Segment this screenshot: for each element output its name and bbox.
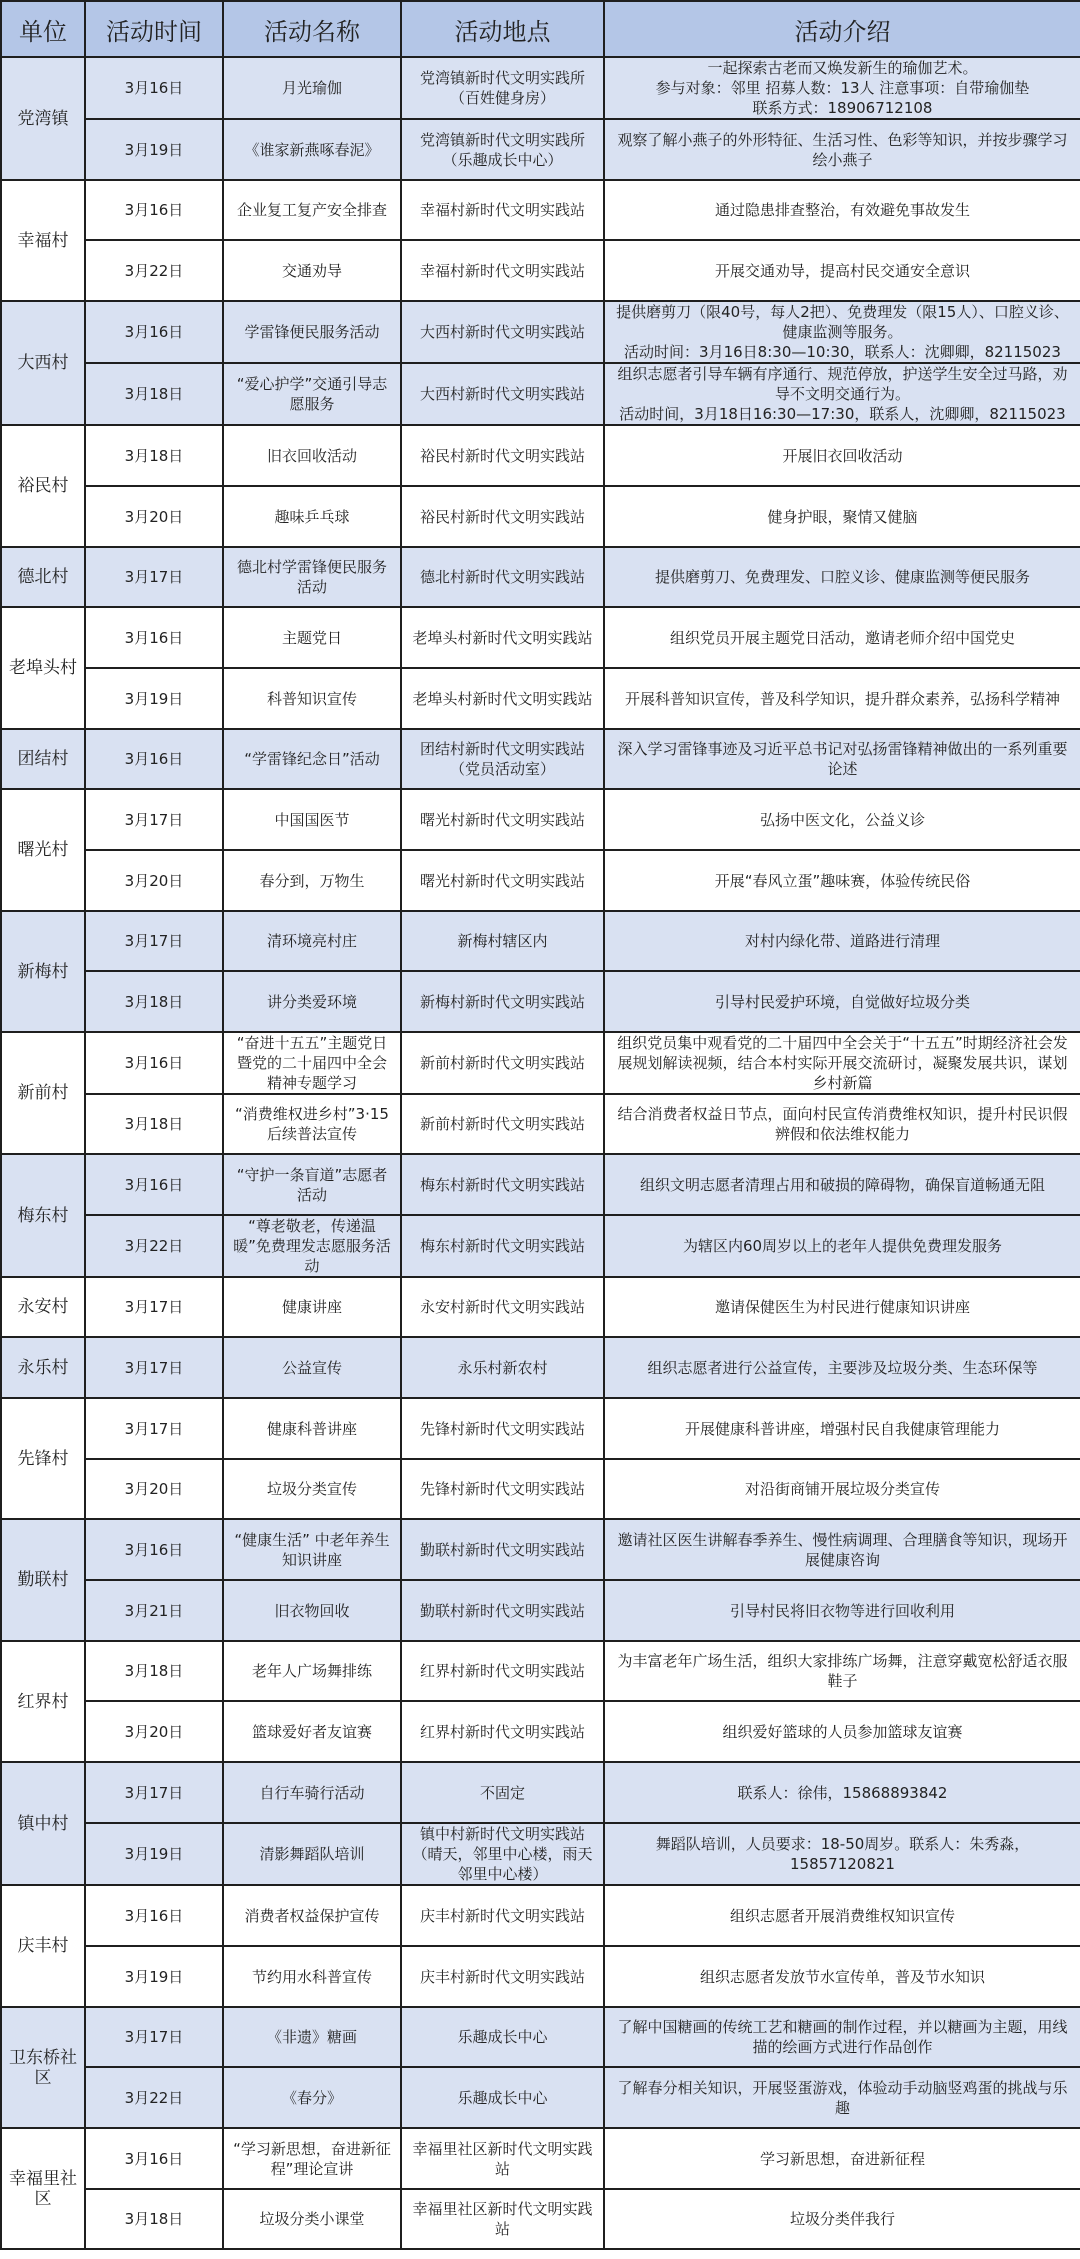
- intro-cell: 对沿街商铺开展垃圾分类宣传: [604, 1459, 1080, 1519]
- place-cell: 幸福村新时代文明实践站: [401, 180, 604, 240]
- place-cell: 乐趣成长中心: [401, 2067, 604, 2128]
- date-cell: 3月18日: [85, 425, 223, 486]
- table-row: [1, 486, 1080, 547]
- unit-cell: 幸福里社区: [1, 2128, 85, 2249]
- name-cell: 节约用水科普宣传: [223, 1946, 401, 2007]
- unit-cell: 团结村: [1, 729, 85, 789]
- unit-cell: 梅东村: [1, 1154, 85, 1277]
- intro-cell: 提供磨剪刀（限40号，每人2把）、免费理发（限15人）、口腔义诊、健康监测等服务。 活动时间：3月16日8:30—10:30，联系人：沈卿卿，82115023: [604, 301, 1080, 363]
- name-cell: 清影舞蹈队培训: [223, 1823, 401, 1885]
- table-row: [1, 1277, 1080, 1337]
- place-cell: 党湾镇新时代文明实践所（乐趣成长中心）: [401, 119, 604, 180]
- intro-cell: 组织志愿者发放节水宣传单，普及节水知识: [604, 1946, 1080, 2007]
- place-cell: 幸福村新时代文明实践站: [401, 240, 604, 301]
- intro-cell: 学习新思想，奋进新征程: [604, 2128, 1080, 2189]
- header-row: [1, 1, 1080, 57]
- table-row: [1, 1519, 1080, 1580]
- place-cell: 先锋村新时代文明实践站: [401, 1459, 604, 1519]
- name-cell: 《春分》: [223, 2067, 401, 2128]
- place-cell: 不固定: [401, 1762, 604, 1823]
- unit-cell: 大西村: [1, 301, 85, 425]
- place-cell: 乐趣成长中心: [401, 2007, 604, 2067]
- unit-cell: 卫东桥社区: [1, 2007, 85, 2128]
- intro-cell: 邀请保健医生为村民进行健康知识讲座: [604, 1277, 1080, 1337]
- table-row: [1, 1701, 1080, 1762]
- table-row: [1, 971, 1080, 1032]
- table-row: [1, 1823, 1080, 1885]
- name-cell: 旧衣物回收: [223, 1580, 401, 1641]
- name-cell: 趣味乒乓球: [223, 486, 401, 547]
- intro-cell: 开展交通劝导，提高村民交通安全意识: [604, 240, 1080, 301]
- table-row: [1, 1032, 1080, 1094]
- place-cell: 新前村新时代文明实践站: [401, 1094, 604, 1154]
- date-cell: 3月18日: [85, 2189, 223, 2249]
- date-cell: 3月16日: [85, 1519, 223, 1580]
- unit-cell: 新前村: [1, 1032, 85, 1154]
- date-cell: 3月18日: [85, 1641, 223, 1701]
- place-cell: 老埠头村新时代文明实践站: [401, 668, 604, 729]
- name-cell: 科普知识宣传: [223, 668, 401, 729]
- table-row: [1, 119, 1080, 180]
- date-cell: 3月17日: [85, 789, 223, 850]
- intro-cell: 观察了解小燕子的外形特征、生活习性、色彩等知识，并按步骤学习绘小燕子: [604, 119, 1080, 180]
- intro-cell: 对村内绿化带、道路进行清理: [604, 911, 1080, 971]
- unit-cell: 曙光村: [1, 789, 85, 911]
- table-row: [1, 57, 1080, 119]
- name-cell: “学雷锋纪念日”活动: [223, 729, 401, 789]
- intro-cell: 提供磨剪刀、免费理发、口腔义诊、健康监测等便民服务: [604, 547, 1080, 607]
- place-cell: 梅东村新时代文明实践站: [401, 1215, 604, 1277]
- name-cell: 月光瑜伽: [223, 57, 401, 119]
- table-row: [1, 180, 1080, 240]
- unit-cell: 新梅村: [1, 911, 85, 1032]
- intro-cell: 为辖区内60周岁以上的老年人提供免费理发服务: [604, 1215, 1080, 1277]
- intro-cell: 垃圾分类伴我行: [604, 2189, 1080, 2249]
- table-header: [1, 1, 1080, 57]
- date-cell: 3月18日: [85, 1094, 223, 1154]
- unit-cell: 幸福村: [1, 180, 85, 301]
- name-cell: 垃圾分类小课堂: [223, 2189, 401, 2249]
- place-cell: 大西村新时代文明实践站: [401, 363, 604, 425]
- date-cell: 3月22日: [85, 240, 223, 301]
- intro-cell: 组织文明志愿者清理占用和破损的障碍物，确保盲道畅通无阻: [604, 1154, 1080, 1215]
- date-cell: 3月19日: [85, 1823, 223, 1885]
- place-cell: 勤联村新时代文明实践站: [401, 1580, 604, 1641]
- table-row: [1, 1094, 1080, 1154]
- table-row: [1, 1946, 1080, 2007]
- table-row: [1, 301, 1080, 363]
- place-cell: 红界村新时代文明实践站: [401, 1641, 604, 1701]
- date-cell: 3月17日: [85, 547, 223, 607]
- intro-cell: 组织志愿者引导车辆有序通行、规范停放，护送学生安全过马路，劝导不文明交通行为。 活动时间，3月18日16:30—17:30，联系人，沈卿卿，82115023: [604, 363, 1080, 425]
- name-cell: “健康生活” 中老年养生知识讲座: [223, 1519, 401, 1580]
- place-cell: 幸福里社区新时代文明实践站: [401, 2128, 604, 2189]
- name-cell: 消费者权益保护宣传: [223, 1885, 401, 1946]
- unit-cell: 红界村: [1, 1641, 85, 1762]
- place-cell: 红界村新时代文明实践站: [401, 1701, 604, 1762]
- table-row: [1, 789, 1080, 850]
- place-cell: 幸福里社区新时代文明实践站: [401, 2189, 604, 2249]
- name-cell: 《谁家新燕啄春泥》: [223, 119, 401, 180]
- date-cell: 3月21日: [85, 1580, 223, 1641]
- place-cell: 勤联村新时代文明实践站: [401, 1519, 604, 1580]
- table-row: [1, 911, 1080, 971]
- name-cell: 旧衣回收活动: [223, 425, 401, 486]
- name-cell: “学习新思想，奋进新征程”理论宣讲: [223, 2128, 401, 2189]
- name-cell: 学雷锋便民服务活动: [223, 301, 401, 363]
- date-cell: 3月22日: [85, 1215, 223, 1277]
- place-cell: 新前村新时代文明实践站: [401, 1032, 604, 1094]
- intro-cell: 舞蹈队培训，人员要求：18-50周岁。联系人：朱秀淼，15857120821: [604, 1823, 1080, 1885]
- intro-cell: 联系人：徐伟，15868893842: [604, 1762, 1080, 1823]
- intro-cell: 开展旧衣回收活动: [604, 425, 1080, 486]
- name-cell: 健康讲座: [223, 1277, 401, 1337]
- intro-cell: 结合消费者权益日节点，面向村民宣传消费维权知识，提升村民识假辨假和依法维权能力: [604, 1094, 1080, 1154]
- intro-cell: 组织志愿者开展消费维权知识宣传: [604, 1885, 1080, 1946]
- name-cell: “守护一条盲道”志愿者活动: [223, 1154, 401, 1215]
- intro-cell: 邀请社区医生讲解春季养生、慢性病调理、合理膳食等知识，现场开展健康咨询: [604, 1519, 1080, 1580]
- date-cell: 3月16日: [85, 1885, 223, 1946]
- header-place: 活动地点: [401, 1, 604, 57]
- name-cell: 公益宣传: [223, 1337, 401, 1398]
- unit-cell: 永安村: [1, 1277, 85, 1337]
- place-cell: 团结村新时代文明实践站（党员活动室）: [401, 729, 604, 789]
- intro-cell: 一起探索古老而又焕发新生的瑜伽艺术。 参与对象：邻里 招募人数：13人 注意事项：自带瑜伽垫 联系方式：18906712108: [604, 57, 1080, 119]
- name-cell: 《非遗》糖画: [223, 2007, 401, 2067]
- intro-cell: 组织爱好篮球的人员参加篮球友谊赛: [604, 1701, 1080, 1762]
- unit-cell: 老埠头村: [1, 607, 85, 729]
- date-cell: 3月20日: [85, 486, 223, 547]
- table-row: [1, 425, 1080, 486]
- date-cell: 3月16日: [85, 607, 223, 668]
- table-row: [1, 1641, 1080, 1701]
- place-cell: 永乐村新农村: [401, 1337, 604, 1398]
- place-cell: 德北村新时代文明实践站: [401, 547, 604, 607]
- date-cell: 3月16日: [85, 180, 223, 240]
- intro-cell: 健身护眼，聚情又健脑: [604, 486, 1080, 547]
- name-cell: 主题党日: [223, 607, 401, 668]
- table-row: [1, 668, 1080, 729]
- name-cell: 篮球爱好者友谊赛: [223, 1701, 401, 1762]
- name-cell: 中国国医节: [223, 789, 401, 850]
- date-cell: 3月19日: [85, 668, 223, 729]
- header-name: 活动名称: [223, 1, 401, 57]
- table-row: [1, 1762, 1080, 1823]
- header-date: 活动时间: [85, 1, 223, 57]
- name-cell: 清环境亮村庄: [223, 911, 401, 971]
- intro-cell: 引导村民爱护环境，自觉做好垃圾分类: [604, 971, 1080, 1032]
- unit-cell: 党湾镇: [1, 57, 85, 180]
- unit-cell: 勤联村: [1, 1519, 85, 1641]
- intro-cell: 开展健康科普讲座，增强村民自我健康管理能力: [604, 1398, 1080, 1459]
- table-row: [1, 607, 1080, 668]
- table-row: [1, 2067, 1080, 2128]
- place-cell: 永安村新时代文明实践站: [401, 1277, 604, 1337]
- table-row: [1, 729, 1080, 789]
- date-cell: 3月17日: [85, 1277, 223, 1337]
- name-cell: 德北村学雷锋便民服务活动: [223, 547, 401, 607]
- table-row: [1, 1885, 1080, 1946]
- table-row: [1, 1398, 1080, 1459]
- unit-cell: 先锋村: [1, 1398, 85, 1519]
- date-cell: 3月16日: [85, 301, 223, 363]
- table-row: [1, 2128, 1080, 2189]
- place-cell: 新梅村辖区内: [401, 911, 604, 971]
- name-cell: 自行车骑行活动: [223, 1762, 401, 1823]
- date-cell: 3月22日: [85, 2067, 223, 2128]
- place-cell: 大西村新时代文明实践站: [401, 301, 604, 363]
- intro-cell: 开展科普知识宣传，普及科学知识，提升群众素养，弘扬科学精神: [604, 668, 1080, 729]
- name-cell: “爱心护学”交通引导志愿服务: [223, 363, 401, 425]
- table-row: [1, 2007, 1080, 2067]
- date-cell: 3月19日: [85, 1946, 223, 2007]
- table-row: [1, 2189, 1080, 2249]
- unit-cell: 永乐村: [1, 1337, 85, 1398]
- table-row: [1, 547, 1080, 607]
- date-cell: 3月16日: [85, 1032, 223, 1094]
- intro-cell: 了解春分相关知识，开展竖蛋游戏，体验动手动脑竖鸡蛋的挑战与乐趣: [604, 2067, 1080, 2128]
- name-cell: 交通劝导: [223, 240, 401, 301]
- place-cell: 先锋村新时代文明实践站: [401, 1398, 604, 1459]
- place-cell: 庆丰村新时代文明实践站: [401, 1946, 604, 2007]
- date-cell: 3月19日: [85, 119, 223, 180]
- header-intro: 活动介绍: [604, 1, 1080, 57]
- date-cell: 3月20日: [85, 1459, 223, 1519]
- place-cell: 裕民村新时代文明实践站: [401, 425, 604, 486]
- intro-cell: 通过隐患排查整治，有效避免事故发生: [604, 180, 1080, 240]
- place-cell: 镇中村新时代文明实践站（晴天，邻里中心楼，雨天邻里中心楼）: [401, 1823, 604, 1885]
- date-cell: 3月20日: [85, 850, 223, 911]
- name-cell: “奋进十五五”主题党日暨党的二十届四中全会精神专题学习: [223, 1032, 401, 1094]
- place-cell: 党湾镇新时代文明实践所（百姓健身房）: [401, 57, 604, 119]
- unit-cell: 裕民村: [1, 425, 85, 547]
- place-cell: 曙光村新时代文明实践站: [401, 789, 604, 850]
- place-cell: 梅东村新时代文明实践站: [401, 1154, 604, 1215]
- table-row: [1, 1215, 1080, 1277]
- place-cell: 曙光村新时代文明实践站: [401, 850, 604, 911]
- place-cell: 裕民村新时代文明实践站: [401, 486, 604, 547]
- unit-cell: 德北村: [1, 547, 85, 607]
- date-cell: 3月17日: [85, 911, 223, 971]
- intro-cell: 为丰富老年广场生活，组织大家排练广场舞，注意穿戴宽松舒适衣服鞋子: [604, 1641, 1080, 1701]
- table-row: [1, 363, 1080, 425]
- intro-cell: 组织志愿者进行公益宣传，主要涉及垃圾分类、生态环保等: [604, 1337, 1080, 1398]
- name-cell: 企业复工复产安全排查: [223, 180, 401, 240]
- intro-cell: 开展“春风立蛋”趣味赛，体验传统民俗: [604, 850, 1080, 911]
- unit-cell: 镇中村: [1, 1762, 85, 1885]
- date-cell: 3月17日: [85, 1337, 223, 1398]
- intro-cell: 弘扬中医文化，公益义诊: [604, 789, 1080, 850]
- name-cell: 老年人广场舞排练: [223, 1641, 401, 1701]
- date-cell: 3月17日: [85, 2007, 223, 2067]
- place-cell: 老埠头村新时代文明实践站: [401, 607, 604, 668]
- table-row: [1, 240, 1080, 301]
- table-row: [1, 850, 1080, 911]
- table-row: [1, 1154, 1080, 1215]
- name-cell: “消费维权进乡村”3·15后续普法宣传: [223, 1094, 401, 1154]
- table-row: [1, 1580, 1080, 1641]
- table-row: [1, 1459, 1080, 1519]
- intro-cell: 组织党员开展主题党日活动，邀请老师介绍中国党史: [604, 607, 1080, 668]
- date-cell: 3月18日: [85, 363, 223, 425]
- date-cell: 3月16日: [85, 57, 223, 119]
- date-cell: 3月18日: [85, 971, 223, 1032]
- name-cell: 春分到，万物生: [223, 850, 401, 911]
- date-cell: 3月17日: [85, 1762, 223, 1823]
- unit-cell: 庆丰村: [1, 1885, 85, 2007]
- place-cell: 庆丰村新时代文明实践站: [401, 1885, 604, 1946]
- date-cell: 3月17日: [85, 1398, 223, 1459]
- name-cell: 垃圾分类宣传: [223, 1459, 401, 1519]
- intro-cell: 组织党员集中观看党的二十届四中全会关于“十五五”时期经济社会发展规划解读视频，结合本村实际开展交流研讨，凝聚发展共识，谋划乡村新篇: [604, 1032, 1080, 1094]
- table-row: [1, 1337, 1080, 1398]
- name-cell: 讲分类爱环境: [223, 971, 401, 1032]
- place-cell: 新梅村新时代文明实践站: [401, 971, 604, 1032]
- intro-cell: 了解中国糖画的传统工艺和糖画的制作过程，并以糖画为主题，用线描的绘画方式进行作品创作: [604, 2007, 1080, 2067]
- table-body: [1, 57, 1080, 2249]
- intro-cell: 深入学习雷锋事迹及习近平总书记对弘扬雷锋精神做出的一系列重要论述: [604, 729, 1080, 789]
- intro-cell: 引导村民将旧衣物等进行回收利用: [604, 1580, 1080, 1641]
- name-cell: 健康科普讲座: [223, 1398, 401, 1459]
- date-cell: 3月16日: [85, 729, 223, 789]
- date-cell: 3月16日: [85, 1154, 223, 1215]
- date-cell: 3月20日: [85, 1701, 223, 1762]
- date-cell: 3月16日: [85, 2128, 223, 2189]
- name-cell: “尊老敬老，传递温暖”免费理发志愿服务活动: [223, 1215, 401, 1277]
- header-unit: 单位: [1, 1, 85, 57]
